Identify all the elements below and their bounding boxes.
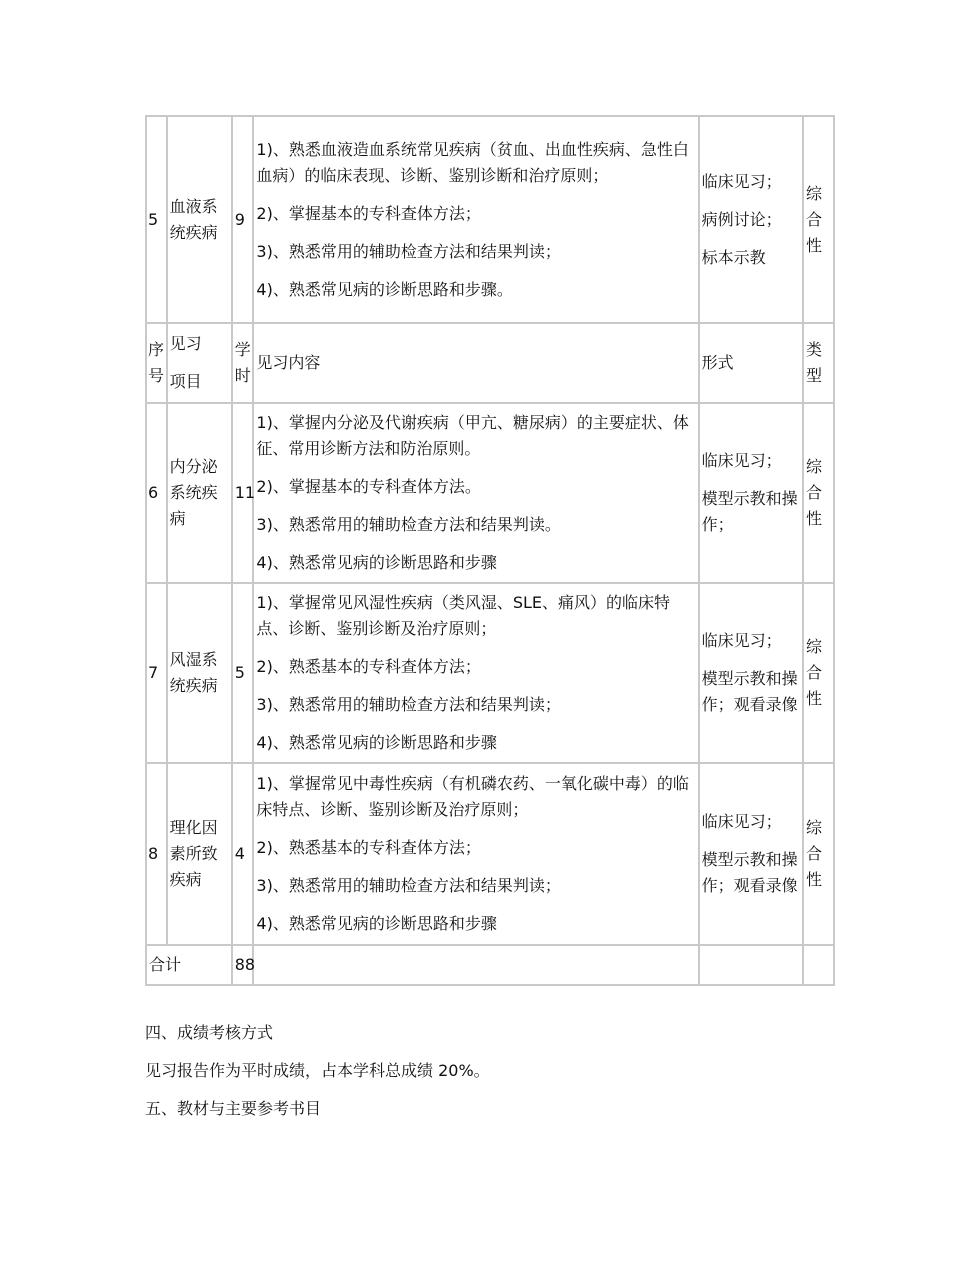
- row-seq: 7: [146, 583, 167, 763]
- content-line: 4)、熟悉常见病的诊断思路和步骤: [256, 733, 497, 752]
- row-content: [253, 403, 698, 583]
- content-line: 1)、掌握常见中毒性疾病（有机磷农药、一氧化碳中毒）的临床特点、诊断、鉴别诊断及治疗原则；: [256, 774, 689, 819]
- total-empty-cell: [253, 945, 698, 985]
- row-hours: 11: [232, 403, 254, 583]
- total-empty-cell: [699, 945, 803, 985]
- row-form: [699, 403, 803, 583]
- header-item: [167, 323, 232, 403]
- assessment-text: 见习报告作为平时成绩，占本学科总成绩 20%。: [145, 1061, 490, 1080]
- form-line: 临床见习；: [701, 451, 782, 470]
- table-row: [146, 116, 834, 323]
- table-header-row: [146, 323, 834, 403]
- form-line: 临床见习；: [701, 631, 782, 650]
- row-hours: 5: [232, 583, 254, 763]
- row-item: 血液系统疾病: [167, 116, 232, 323]
- row-seq: 5: [146, 116, 167, 323]
- header-hours: 学时: [232, 323, 254, 403]
- row-item: 理化因素所致疾病: [167, 763, 232, 945]
- header-item-line: 见习: [169, 334, 202, 353]
- content-line: 4)、熟悉常见病的诊断思路和步骤: [256, 553, 497, 572]
- form-line: 模型示教和操作；观看录像: [701, 850, 798, 895]
- row-content: [253, 763, 698, 945]
- row-type: 综合性: [803, 763, 834, 945]
- content-line: 3)、熟悉常用的辅助检查方法和结果判读；: [256, 241, 561, 261]
- content-line: 1)、掌握内分泌及代谢疾病（甲亢、糖尿病）的主要症状、体征、常用诊断方法和防治原则。: [256, 413, 689, 458]
- header-type: 类型: [803, 323, 834, 403]
- content-line: 3)、熟悉常用的辅助检查方法和结果判读。: [256, 515, 561, 534]
- row-type: 综合性: [803, 583, 834, 763]
- content-line: 3)、熟悉常用的辅助检查方法和结果判读；: [256, 695, 561, 714]
- row-item: 风湿系统疾病: [167, 583, 232, 763]
- content-line: 2)、熟悉基本的专科查体方法；: [256, 838, 481, 857]
- form-line: 模型示教和操作；: [701, 489, 798, 534]
- content-line: 1)、掌握常见风湿性疾病（类风湿、SLE、痛风）的临床特点、诊断、鉴别诊断及治疗原则；: [256, 593, 671, 638]
- practicum-schedule-table: [145, 115, 835, 986]
- form-line: 临床见习；: [701, 812, 782, 831]
- content-line: 3)、熟悉常用的辅助检查方法和结果判读；: [256, 876, 561, 895]
- form-line: 临床见习；: [701, 171, 782, 191]
- row-content: [253, 583, 698, 763]
- content-line: 4)、熟悉常见病的诊断思路和步骤。: [256, 279, 513, 299]
- row-content: [253, 116, 698, 323]
- table-row: [146, 763, 834, 945]
- header-form: 形式: [699, 323, 803, 403]
- row-seq: 8: [146, 763, 167, 945]
- total-label: 合计: [146, 945, 232, 985]
- row-form: [699, 116, 803, 323]
- row-hours: 4: [232, 763, 254, 945]
- section-heading-assessment: 四、成绩考核方式: [145, 1023, 274, 1042]
- row-seq: 6: [146, 403, 167, 583]
- content-line: 2)、熟悉基本的专科查体方法；: [256, 657, 481, 676]
- row-type: 综合性: [803, 116, 834, 323]
- row-hours: 9: [232, 116, 254, 323]
- row-type: 综合性: [803, 403, 834, 583]
- content-line: 4)、熟悉常见病的诊断思路和步骤: [256, 914, 497, 933]
- header-seq: 序号: [146, 323, 167, 403]
- content-line: 2)、掌握基本的专科查体方法；: [256, 203, 481, 223]
- header-content: 见习内容: [253, 323, 698, 403]
- table-row: [146, 403, 834, 583]
- form-line: 病例讨论；: [701, 209, 782, 229]
- row-form: [699, 583, 803, 763]
- form-line: 模型示教和操作；观看录像: [701, 669, 798, 714]
- content-line: 2)、掌握基本的专科查体方法。: [256, 477, 481, 496]
- row-item: 内分泌系统疾病: [167, 403, 232, 583]
- content-line: 1)、熟悉血液造血系统常见疾病（贫血、出血性疾病、急性白血病）的临床表现、诊断、鉴别诊断和治疗原则；: [256, 139, 689, 185]
- table-row: [146, 583, 834, 763]
- form-line: 标本示教: [701, 247, 766, 267]
- section-heading-textbooks: 五、教材与主要参考书目: [145, 1099, 322, 1118]
- row-form: [699, 763, 803, 945]
- total-hours: 88: [232, 945, 254, 985]
- header-item-line: 项目: [169, 372, 202, 391]
- total-empty-cell: [803, 945, 834, 985]
- table-total-row: [146, 945, 834, 985]
